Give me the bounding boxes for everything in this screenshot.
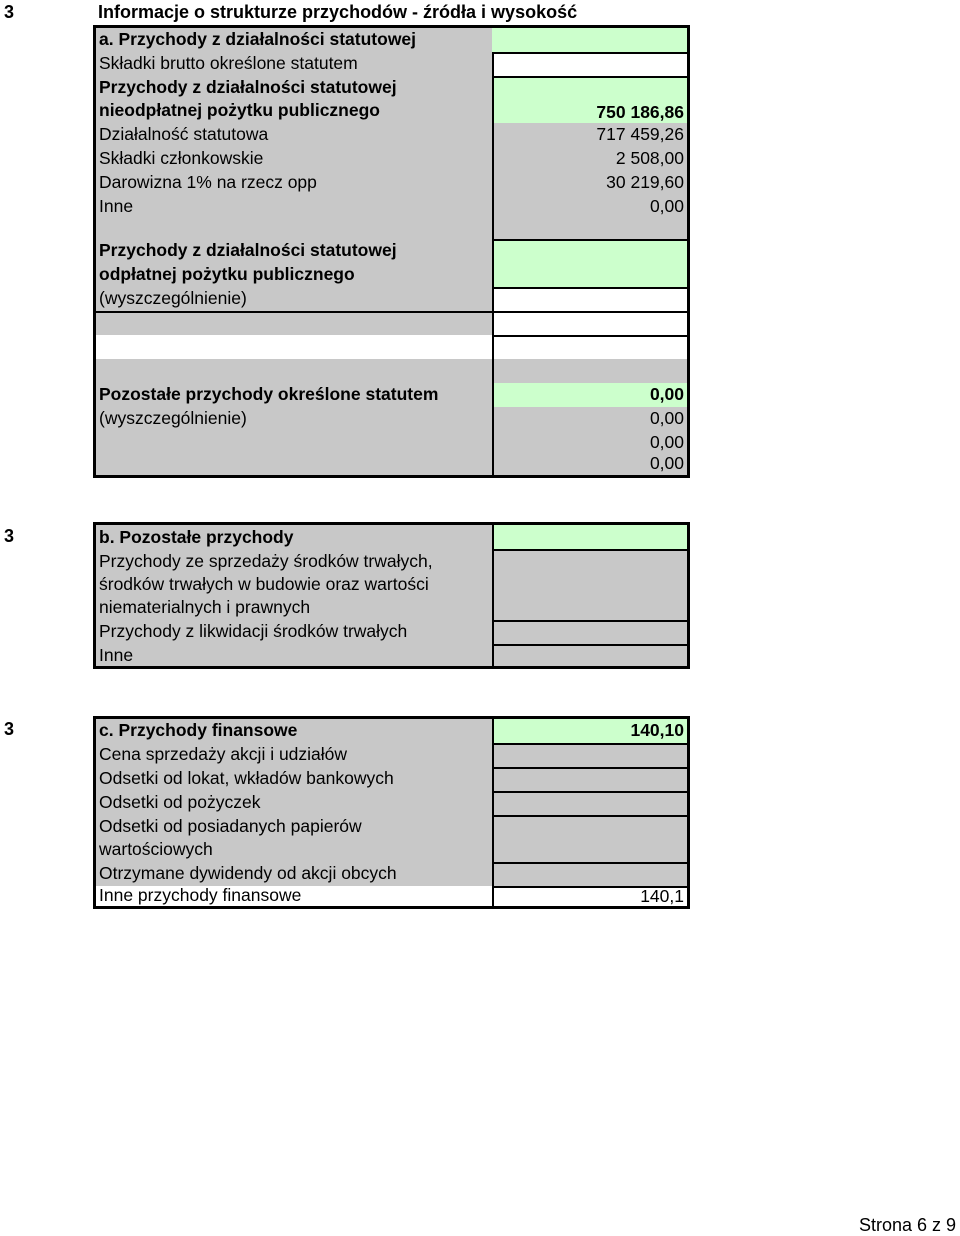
row-dividends [96, 862, 687, 886]
b-other-label: Inne [99, 645, 134, 665]
item-label: Działalność statutowa [99, 124, 269, 144]
row-statutory-activity [96, 123, 687, 147]
loans-label: Odsetki od pożyczek [99, 792, 261, 812]
dues-gross-label: Składki brutto określone statutem [99, 53, 358, 73]
row-blank [96, 335, 687, 359]
row-blank [96, 359, 687, 383]
row-other-statutory [96, 383, 687, 407]
row-fixed-assets-sale [96, 549, 687, 620]
dividends-label: Otrzymane dywidendy od akcji obcych [99, 863, 397, 883]
row-nonpaid-public-benefit [96, 76, 687, 123]
liquidation-label: Przychody z likwidacji środków trwałych [99, 621, 408, 641]
assets-label-line2: środków trwałych w budowie oraz wartości [99, 574, 429, 594]
nonpaid-value: 750 186,86 [596, 102, 684, 122]
other-statutory-value: 0,00 [649, 384, 684, 404]
part-c-title-value: 140,10 [630, 720, 684, 740]
row-donation-1-percent [96, 171, 687, 195]
nonpaid-label-line1: Przychody z działalności statutowej [99, 77, 397, 97]
row-other-detail [96, 455, 687, 475]
other-financial-label: Inne przychody finansowe [99, 885, 302, 905]
paid-detail-label: (wyszczególnienie) [99, 288, 247, 308]
other-statutory-label: Pozostałe przychody określone statutem [99, 384, 439, 404]
part-c-number: 3 [4, 719, 15, 739]
row-other-detail [96, 407, 687, 431]
securities-label-line2: wartościowych [99, 839, 213, 859]
item-label: Składki członkowskie [99, 148, 264, 168]
other-detail-value: 0,00 [649, 408, 684, 428]
part-b-title: b. Pozostałe przychody [99, 527, 294, 547]
item-value: 30 219,60 [606, 172, 684, 192]
section-heading: Informacje o strukturze przychodów - źródła i wysokość [98, 2, 578, 22]
item-value: 2 508,00 [615, 148, 684, 168]
other-detail-value: 0,00 [649, 453, 684, 473]
row-c-title [96, 719, 687, 743]
row-spacer [96, 219, 687, 239]
row-dues-gross [96, 52, 687, 76]
deposits-label: Odsetki od lokat, wkładów bankowych [99, 768, 394, 788]
row-other-detail [96, 431, 687, 455]
row-blank [96, 311, 687, 335]
table-b-other-revenue [93, 522, 690, 669]
row-b-other [96, 644, 687, 666]
row-deposit-interest [96, 767, 687, 791]
paid-label-line1: Przychody z działalności statutowej [99, 240, 397, 260]
item-label: Inne [99, 196, 134, 216]
other-detail-value: 0,00 [649, 432, 684, 452]
row-shares-sale [96, 743, 687, 767]
part-c-title: c. Przychody finansowe [99, 720, 298, 740]
assets-label-line1: Przychody ze sprzedaży środków trwałych, [99, 551, 433, 571]
section-number: 3 [4, 2, 15, 22]
other-financial-value: 140,1 [640, 886, 684, 906]
table-a-statutory-revenue [93, 25, 690, 478]
paid-label-line2: odpłatnej pożytku publicznego [99, 264, 355, 284]
row-a-title [96, 28, 687, 52]
assets-label-line3: niematerialnych i prawnych [99, 597, 311, 617]
page-footer: Strona 6 z 9 [858, 1215, 956, 1235]
securities-label-line1: Odsetki od posiadanych papierów [99, 816, 362, 836]
row-liquidation [96, 620, 687, 644]
part-a-title: a. Przychody z działalności statutowej [99, 29, 417, 49]
nonpaid-label-line2: nieodpłatnej pożytku publicznego [99, 100, 380, 120]
row-membership-fees [96, 147, 687, 171]
table-c-financial-revenue [93, 716, 690, 909]
item-value: 0,00 [649, 196, 684, 216]
row-paid-public-benefit [96, 239, 687, 287]
part-b-number: 3 [4, 526, 15, 546]
row-other-financial [96, 886, 687, 906]
row-other [96, 195, 687, 219]
shares-label: Cena sprzedaży akcji i udziałów [99, 744, 348, 764]
row-loan-interest [96, 791, 687, 815]
row-b-title [96, 525, 687, 549]
item-value: 717 459,26 [596, 124, 684, 144]
row-paid-detail [96, 287, 687, 311]
other-detail-label: (wyszczególnienie) [99, 408, 247, 428]
item-label: Darowizna 1% na rzecz opp [99, 172, 317, 192]
row-securities-interest [96, 815, 687, 862]
